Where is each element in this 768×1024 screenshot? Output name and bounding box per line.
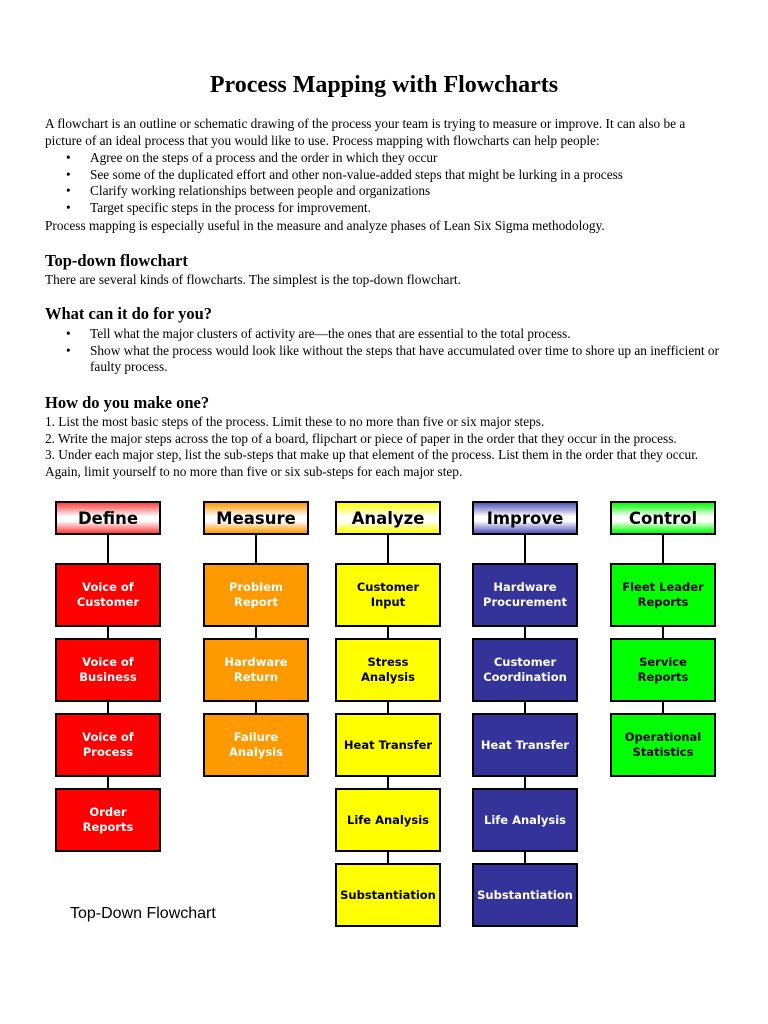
top-down-text: There are several kinds of flowcharts. The simplest is the top-down flowchart. bbox=[45, 272, 461, 287]
flowchart-step: Substantiation bbox=[472, 863, 578, 927]
flowchart-header-control: Control bbox=[610, 501, 716, 535]
flowchart-step: Service Reports bbox=[610, 638, 716, 702]
flowchart-step: Problem Report bbox=[203, 563, 309, 627]
flowchart-caption: Top-Down Flowchart bbox=[70, 905, 216, 922]
flowchart-step: Voice of Process bbox=[55, 713, 161, 777]
flowchart-step: Voice of Customer bbox=[55, 563, 161, 627]
what-bullet-list bbox=[45, 326, 725, 376]
flowchart-step: Substantiation bbox=[335, 863, 441, 927]
list-item: 3. Under each major step, list the sub-steps that make up that element of the process. List them in the order that they occur. Again, limit yourself to no more than five or six sub-steps for each major step. bbox=[45, 447, 699, 479]
list-item: • Target specific steps in the process for improvement. bbox=[45, 200, 725, 217]
heading-how-to-make: How do you make one? bbox=[45, 393, 210, 412]
top-down-flowchart bbox=[0, 495, 768, 945]
flowchart-step: Voice of Business bbox=[55, 638, 161, 702]
flowchart-step: Order Reports bbox=[55, 788, 161, 852]
list-item: 1. List the most basic steps of the process. Limit these to no more than five or six major steps. bbox=[45, 414, 545, 429]
list-item: • Clarify working relationships between people and organizations bbox=[45, 183, 725, 200]
flowchart-header-analyze: Analyze bbox=[335, 501, 441, 535]
flowchart-step: Stress Analysis bbox=[335, 638, 441, 702]
flowchart-step: Life Analysis bbox=[335, 788, 441, 852]
flowchart-header-improve: Improve bbox=[472, 501, 578, 535]
heading-what-can-it-do: What can it do for you? bbox=[45, 304, 212, 323]
intro-closing: Process mapping is especially useful in the measure and analyze phases of Lean Six Sigma methodology. bbox=[45, 218, 605, 233]
intro-bullet-list bbox=[45, 150, 725, 216]
flowchart-step: Failure Analysis bbox=[203, 713, 309, 777]
flowchart-step: Heat Transfer bbox=[335, 713, 441, 777]
flowchart-step: Hardware Return bbox=[203, 638, 309, 702]
list-item: • See some of the duplicated effort and other non-value-added steps that might be lurking in a process bbox=[45, 167, 725, 184]
list-item: • Agree on the steps of a process and the order in which they occur bbox=[45, 150, 725, 167]
heading-top-down: Top-down flowchart bbox=[45, 251, 188, 270]
flowchart-header-measure: Measure bbox=[203, 501, 309, 535]
flowchart-step: Hardware Procurement bbox=[472, 563, 578, 627]
flowchart-step: Customer Input bbox=[335, 563, 441, 627]
list-item: • Show what the process would look like without the steps that have accumulated over time to shore up an inefficient or faulty process. bbox=[45, 343, 725, 376]
flowchart-step: Life Analysis bbox=[472, 788, 578, 852]
how-steps-list bbox=[45, 414, 735, 480]
page-title: Process Mapping with Flowcharts bbox=[209, 72, 559, 98]
list-item: 2. Write the major steps across the top of a board, flipchart or piece of paper in the order that they occur in the process. bbox=[45, 430, 677, 446]
flowchart-step: Operational Statistics bbox=[610, 713, 716, 777]
flowchart-step: Fleet Leader Reports bbox=[610, 563, 716, 627]
flowchart-header-define: Define bbox=[55, 501, 161, 535]
flowchart-step: Heat Transfer bbox=[472, 713, 578, 777]
intro-paragraph: A flowchart is an outline or schematic drawing of the process your team is trying to measure or improve. It can also be a picture of an ideal process that you would like to use. Process mapping with flowcharts can help people: bbox=[45, 116, 686, 148]
list-item: • Tell what the major clusters of activity are—the ones that are essential to the total process. bbox=[45, 326, 725, 343]
flowchart-step: Customer Coordination bbox=[472, 638, 578, 702]
